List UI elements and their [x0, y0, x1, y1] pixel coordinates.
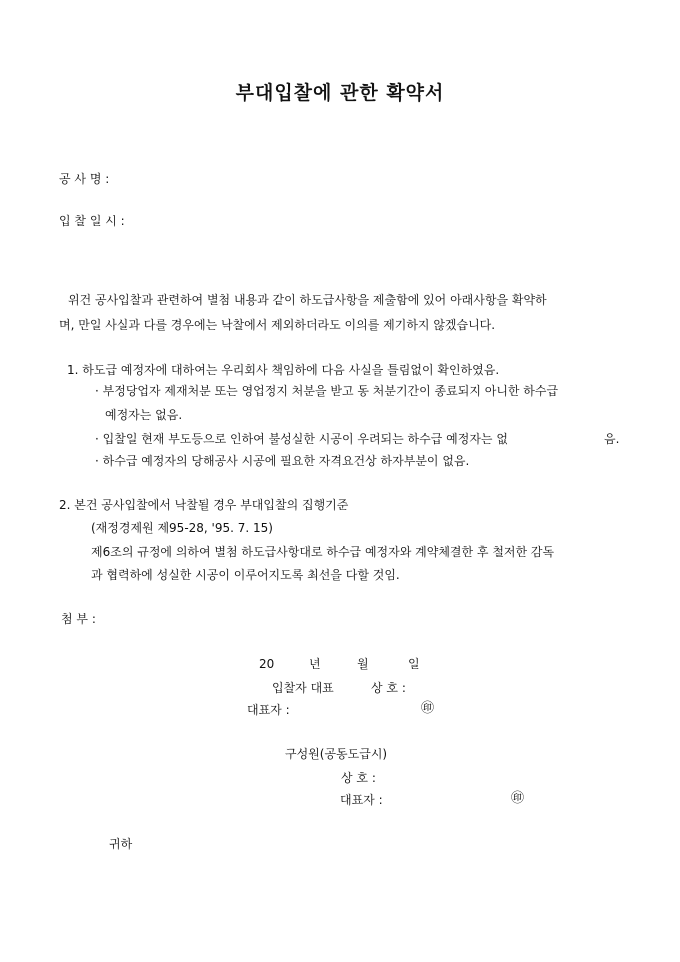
section-1-bullet-1-line-2: 예정자는 없음.	[105, 408, 183, 422]
members-company-label: 상 호 :	[341, 771, 376, 785]
intro-line-2: 며, 만일 사실과 다를 경우에는 낙찰에서 제외하더라도 이의를 제기하지 않겠습니다.	[59, 318, 496, 332]
bid-datetime-label: 입 찰 일 시 :	[59, 214, 125, 228]
bidder-company-label: 상 호 :	[371, 681, 406, 695]
section-2-body-line-2: 과 협력하에 성실한 시공이 이루어지도록 최선을 다할 것임.	[91, 568, 400, 582]
addressee: 귀하	[109, 837, 133, 851]
bidder-rep-label: 입찰자 대표	[272, 681, 334, 695]
section-2-heading: 2. 본건 공사입찰에서 낙찰될 경우 부대입찰의 집행기준	[59, 498, 349, 512]
document-title: 부대입찰에 관한 확약서	[235, 82, 445, 104]
section-1-bullet-2-tail: 음.	[604, 432, 620, 446]
attachment-label: 첨 부 :	[61, 612, 96, 626]
section-1-bullet-3: · 하수급 예정자의 당해공사 시공에 필요한 자격요건상 하자부분이 없음.	[95, 454, 470, 468]
intro-line-1: 위건 공사입찰과 관련하여 별첨 내용과 같이 하도급사항을 제출함에 있어 아래사항을 확약하	[68, 293, 547, 307]
section-2-reference: (재정경제원 제95-28, '95. 7. 15)	[91, 521, 273, 535]
project-name-label: 공 사 명 :	[59, 172, 110, 186]
members-seal-icon: ㊞	[511, 791, 525, 806]
date-day-label: 일	[408, 657, 420, 671]
date-year-label: 년	[309, 657, 321, 671]
section-1-heading: 1. 하도급 예정자에 대하여는 우리회사 책임하에 다음 사실을 틀림없이 확인하였음.	[67, 363, 500, 377]
bidder-ceo-label: 대표자 :	[247, 703, 290, 717]
section-1-bullet-1-line-1: · 부정당업자 제재처분 또는 영업정지 처분을 받고 동 처분기간이 종료되지 아니한 하수급	[95, 384, 559, 398]
bidder-seal-icon: ㊞	[421, 701, 435, 716]
members-heading: 구성원(공동도급시)	[285, 747, 388, 761]
date-month-label: 월	[357, 657, 369, 671]
date-year-prefix: 20	[259, 657, 275, 671]
section-2-body-line-1: 제6조의 규정에 의하여 별첨 하도급사항대로 하수급 예정자와 계약체결한 후 철저한 감독	[91, 545, 555, 559]
members-ceo-label: 대표자 :	[340, 793, 383, 807]
section-1-bullet-2: · 입찰일 현재 부도등으로 인하여 불성실한 시공이 우려되는 하수급 예정자는 없	[95, 432, 508, 446]
